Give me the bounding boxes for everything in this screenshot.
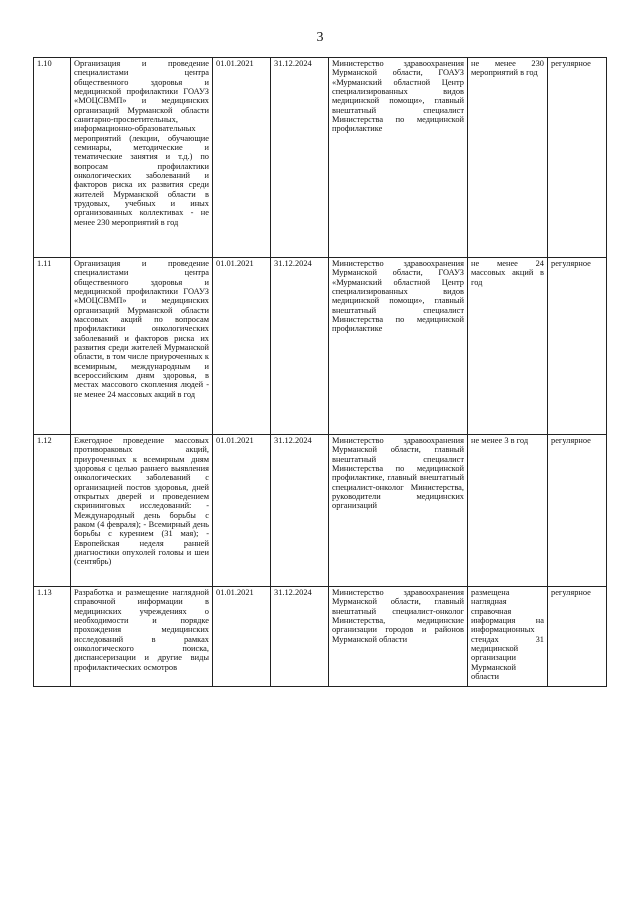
table-row	[34, 587, 607, 687]
responsible-executors: Министерство здравоохранения Мурманской области, ГОАУЗ «Мурманский областной Центр специализированных видов медицинской помощи», главный внештатный специалист Министерства по медицинской профилактике	[329, 58, 468, 258]
start-date: 01.01.2021	[213, 435, 271, 587]
page-number: 3	[316, 30, 324, 45]
row-number: 1.12	[34, 435, 71, 587]
start-date: 01.01.2021	[213, 587, 271, 687]
responsible-executors: Министерство здравоохранения Мурманской области, главный внештатный специалист-онколог Министерства, медицинские организации городов и районов Мурманской области	[329, 587, 468, 687]
expected-result: не менее 24 массовых акций в год	[468, 258, 548, 435]
measure-name: Разработка и размещение наглядной справочной информации в медицинских учреждениях о необходимости и порядке прохождения медицинских исследований в рамках онкологического поиска, диспансеризации и другие виды профилактических осмотров	[71, 587, 213, 687]
measure-name: Ежегодное проведение массовых противораковых акций, приуроченных к всемирным дням здоровья с целью раннего выявления онкологических заболеваний с организацией постов здоровья, дней открытых дверей и проведением скрининговых исследований: - Международный день борьбы с раком (4 февраля); - Всемирный день борьбы с курением (31 мая); - Европейская неделя ранней диагностики опухолей головы и шеи (сентябрь)	[71, 435, 213, 587]
expected-result: не менее 3 в год	[468, 435, 548, 587]
measure-type: регулярное	[548, 258, 607, 435]
row-number: 1.13	[34, 587, 71, 687]
expected-result: не менее 230 мероприятий в год	[468, 58, 548, 258]
row-number: 1.11	[34, 258, 71, 435]
table-row	[34, 58, 607, 258]
table-row	[34, 435, 607, 587]
measures-table	[33, 57, 607, 687]
table-row	[34, 258, 607, 435]
measure-name: Организация и проведение специалистами центра общественного здоровья и медицинской профилактики ГОАУЗ «МОЦСВМП» и медицинских организаций Мурманской области массовых акций по вопросам профилактики онкологических заболеваний и факторов риска их развития среди жителей Мурманской области, в том числе приуроченных к всемирным, международным и всероссийским дням здоровья, в местах массового скопления людей - не менее 24 массовых акций в год	[71, 258, 213, 435]
measure-type: регулярное	[548, 58, 607, 258]
measure-name: Организация и проведение специалистами центра общественного здоровья и медицинской профилактики ГОАУЗ «МОЦСВМП» и медицинских организаций Мурманской области санитарно-просветительных, информационно-образовательных мероприятий (лекции, обучающие семинары, методические и тематические занятия и т.д.) по вопросам профилактики онкологических заболеваний и факторов риска их развития среди жителей Мурманской области в трудовых, учебных и иных организованных коллективах - не менее 230 мероприятий в год	[71, 58, 213, 258]
measure-type: регулярное	[548, 435, 607, 587]
measure-type: регулярное	[548, 587, 607, 687]
responsible-executors: Министерство здравоохранения Мурманской области, главный внештатный специалист Министерства по медицинской профилактике, главный внештатный специалист-онколог Министерства, руководители медицинских организаций	[329, 435, 468, 587]
end-date: 31.12.2024	[271, 58, 329, 258]
end-date: 31.12.2024	[271, 258, 329, 435]
end-date: 31.12.2024	[271, 587, 329, 687]
expected-result: размещена наглядная справочная информация на информационных стендах 31 медицинской организации Мурманской области	[468, 587, 548, 687]
start-date: 01.01.2021	[213, 58, 271, 258]
row-number: 1.10	[34, 58, 71, 258]
end-date: 31.12.2024	[271, 435, 329, 587]
responsible-executors: Министерство здравоохранения Мурманской области, ГОАУЗ «Мурманский областной Центр специализированных видов медицинской помощи», главный внештатный специалист Министерства по медицинской профилактике	[329, 258, 468, 435]
start-date: 01.01.2021	[213, 258, 271, 435]
